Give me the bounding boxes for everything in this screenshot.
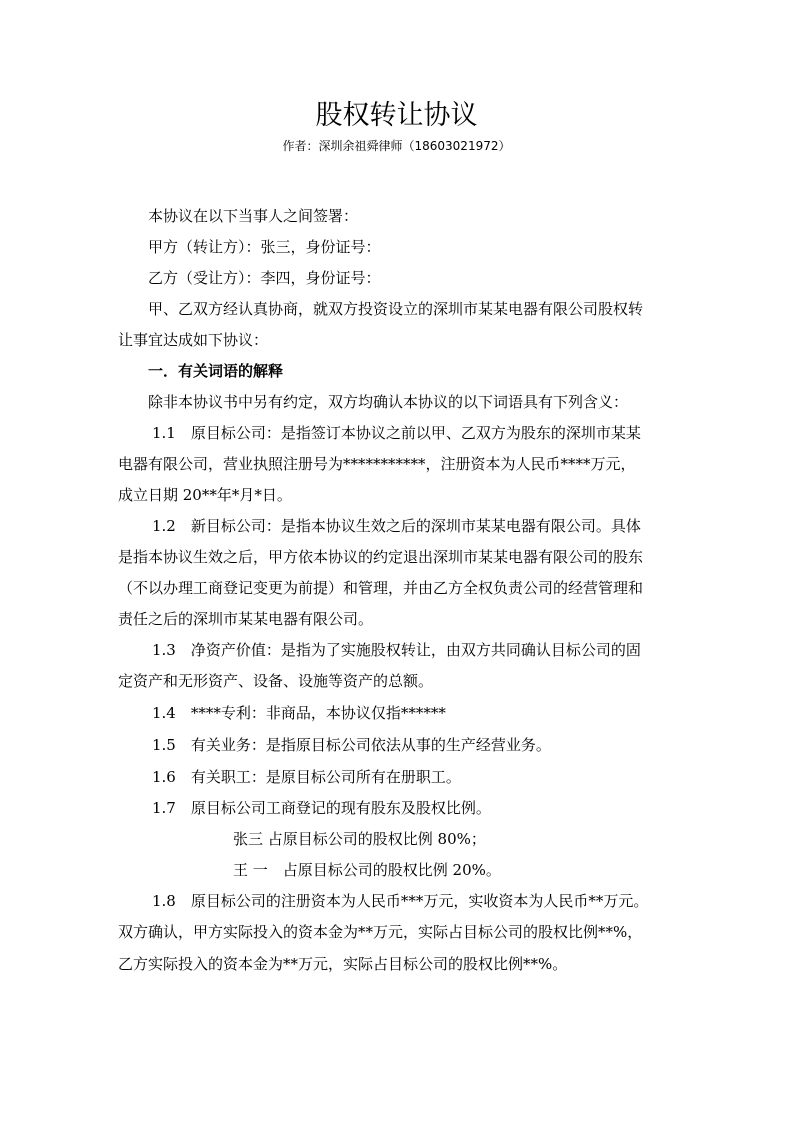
paragraph-line: 成立日期 20**年*月*日。 — [118, 486, 292, 504]
paragraph-line: 乙方（受让方）：李四，身份证号： — [148, 269, 381, 287]
paragraph-line: 定资产和无形资产、设备、设施等资产的总额。 — [118, 672, 434, 690]
paragraph-line: 1.8 原目标公司的注册资本为人民币***万元，实收资本为人民币**万元。 — [152, 892, 649, 910]
paragraph-line: 甲方（转让方）：张三，身份证号： — [148, 238, 381, 256]
paragraph-line: 是指本协议生效之后，甲方依本协议的约定退出深圳市某某电器有限公司的股东 — [118, 548, 644, 566]
paragraph-line: 本协议在以下当事人之间签署： — [148, 207, 359, 225]
paragraph-line: 1.3 净资产价值：是指为了实施股权转让，由双方共同确认目标公司的固 — [152, 641, 641, 659]
paragraph-line: 责任之后的深圳市某某电器有限公司。 — [118, 610, 374, 628]
document-author: 作者：深圳余祖舜律师（18603021972） — [282, 139, 511, 153]
shareholder-line: 张三 占原目标公司的股权比例 80%； — [233, 830, 486, 848]
section-heading: 一．有关词语的解释 — [148, 362, 284, 380]
paragraph-line: 1.7 原目标公司工商登记的现有股东及股权比例。 — [152, 799, 491, 817]
paragraph-line: 1.5 有关业务：是指原目标公司依法从事的生产经营业务。 — [152, 736, 551, 754]
document-title: 股权转让协议 — [315, 100, 478, 131]
paragraph-line: 1.1 原目标公司：是指签订本协议之前以甲、乙双方为股东的深圳市某某 — [152, 424, 641, 442]
paragraph-line: （不以办理工商登记变更为前提）和管理，并由乙方全权负责公司的经营管理和 — [118, 579, 644, 597]
paragraph-line: 甲、乙双方经认真协商，就双方投资设立的深圳市某某电器有限公司股权转 — [148, 300, 644, 318]
paragraph-line: 双方确认，甲方实际投入的资本金为**万元，实际占目标公司的股权比例**%， — [118, 923, 643, 941]
paragraph-line: 乙方实际投入的资本金为**万元，实际占目标公司的股权比例**%。 — [118, 955, 568, 973]
paragraph-line: 除非本协议书中另有约定，双方均确认本协议的以下词语具有下列含义： — [148, 393, 629, 411]
shareholder-line: 王 一 占原目标公司的股权比例 20%。 — [233, 861, 501, 879]
paragraph-line: 1.6 有关职工：是原目标公司所有在册职工。 — [152, 768, 461, 786]
paragraph-line: 1.2 新目标公司：是指本协议生效之后的深圳市某某电器有限公司。具体 — [152, 517, 641, 535]
paragraph-line: 1.4 ****专利：非商品，本协议仅指****** — [152, 704, 446, 722]
paragraph-line: 让事宜达成如下协议： — [118, 331, 269, 349]
paragraph-line: 电器有限公司，营业执照注册号为***********，注册资本为人民币****万元， — [118, 455, 636, 473]
